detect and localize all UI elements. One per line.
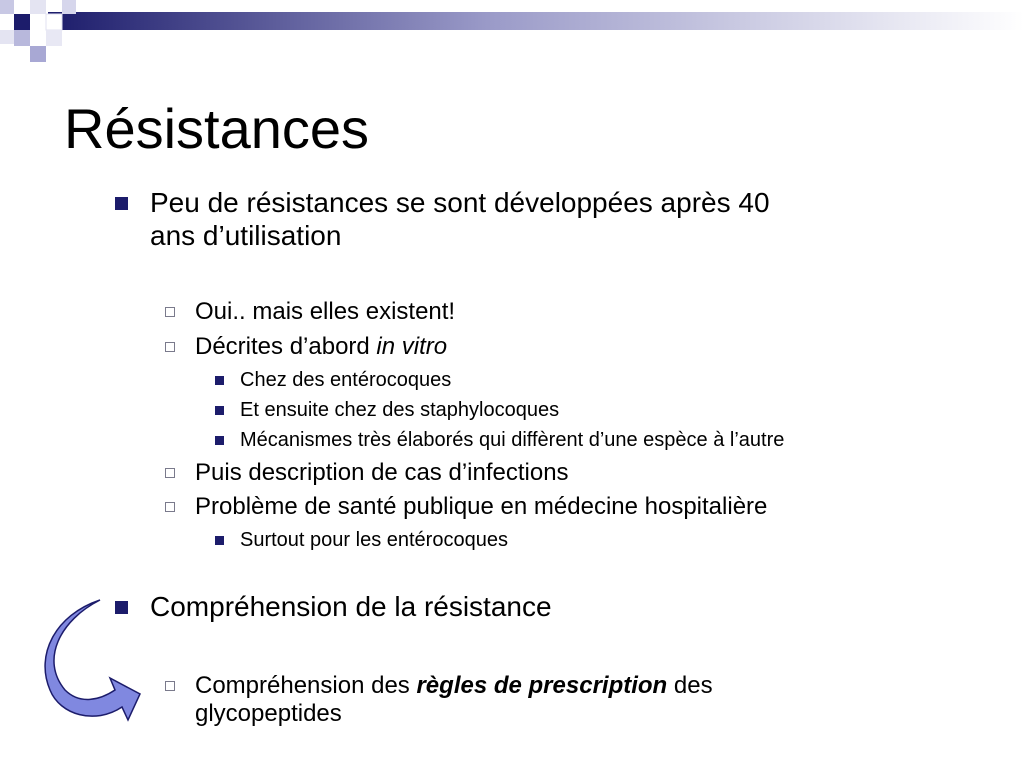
- bullet-square-icon: [115, 197, 128, 210]
- hollow-square-icon: [165, 502, 175, 512]
- sub-bullet-text-part: des: [667, 672, 713, 699]
- sub-bullet-text-part: Compréhension des: [195, 672, 417, 699]
- sub-sub-bullet-text: Et ensuite chez des staphylocoques: [240, 399, 560, 421]
- sub-bullet-text-continued: glycopeptides: [195, 700, 342, 727]
- hollow-square-icon: [165, 307, 175, 317]
- curved-arrow-icon: [40, 590, 150, 725]
- bullet-text: Peu de résistances se sont développées après 40: [150, 187, 770, 218]
- sub-sub-bullet-text: Chez des entérocoques: [240, 369, 452, 391]
- sub-bullet-text: Problème de santé publique en médecine hospitalière: [195, 493, 768, 520]
- hollow-square-icon: [165, 468, 175, 478]
- slide-title: Résistances: [64, 97, 370, 160]
- bullet-text: Compréhension de la résistance: [150, 591, 552, 622]
- small-square-icon: [215, 536, 224, 545]
- bullet-text-continued: ans d’utilisation: [150, 220, 342, 251]
- sub-bullet-text: Oui.. mais elles existent!: [195, 298, 456, 325]
- hollow-square-icon: [165, 342, 175, 352]
- hollow-square-icon: [165, 681, 175, 691]
- sub-bullet-text: [195, 330, 447, 364]
- sub-sub-bullet-text: Surtout pour les entérocoques: [240, 529, 508, 551]
- sub-bullet-italic: in vitro: [376, 333, 448, 360]
- sub-bullet-bold-italic: règles de prescription: [416, 672, 668, 699]
- sub-bullet-text-part: Décrites d’abord: [195, 333, 377, 360]
- sub-sub-bullet-text: Mécanismes très élaborés qui diffèrent d’une espèce à l’autre: [240, 429, 785, 451]
- small-square-icon: [215, 376, 224, 385]
- sub-bullet-text: Puis description de cas d’infections: [195, 459, 569, 486]
- small-square-icon: [215, 436, 224, 445]
- small-square-icon: [215, 406, 224, 415]
